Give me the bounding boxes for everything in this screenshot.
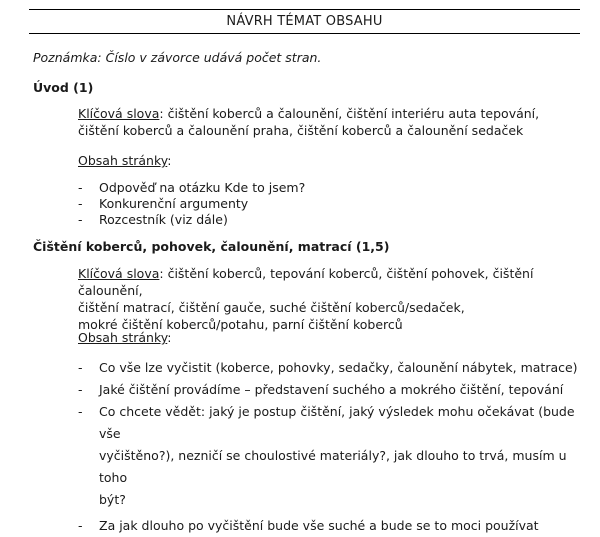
list-item <box>78 196 305 212</box>
list-item <box>78 379 588 401</box>
list-item <box>78 357 588 379</box>
content-list <box>78 180 305 228</box>
content-colon: : <box>167 330 172 345</box>
list-item-continuation <box>78 445 588 489</box>
title-rule-top <box>29 9 580 10</box>
page-title: NÁVRH TÉMAT OBSAHU <box>226 14 383 29</box>
list-dash: - <box>78 180 83 195</box>
section-heading-uvod: Úvod (1) <box>33 80 94 95</box>
keywords-label: Klíčová slova <box>78 106 160 121</box>
note-text: Číslo v závorce udává počet stran. <box>105 50 322 65</box>
list-dash: - <box>78 196 83 211</box>
keywords-label: Klíčová slova <box>78 266 160 281</box>
keywords-line: : čištění koberců, tepování koberců, čištění pohovek, čištění čalounění, <box>78 266 534 298</box>
list-item-text: být? <box>99 492 126 507</box>
list-item-text: Odpověď na otázku Kde to jsem? <box>99 180 306 195</box>
content-list <box>78 357 588 537</box>
title-rule-bottom <box>29 33 580 34</box>
keywords-line: čištění koberců a čalounění praha, čištění koberců a čalounění sedaček <box>78 123 524 138</box>
content-heading <box>78 152 171 169</box>
list-dash: - <box>78 360 83 375</box>
list-dash: - <box>78 212 83 227</box>
note <box>33 50 321 65</box>
list-dash: - <box>78 518 83 533</box>
list-item-continuation <box>78 489 588 511</box>
list-item-text: Co chcete vědět: jaký je postup čištění, jaký výsledek mohu očekávat (bude vše <box>99 404 575 441</box>
list-dash: - <box>78 404 83 419</box>
list-item-text: Co vše lze vyčistit (koberce, pohovky, sedačky, čalounění nábytek, matrace) <box>99 360 578 375</box>
keywords-block <box>78 105 539 139</box>
content-label: Obsah stránky <box>78 153 168 168</box>
keywords-block <box>78 265 600 333</box>
content-heading <box>78 329 171 346</box>
list-item-text: vyčištěno?), nezničí se choulostivé materiály?, jak dlouho to trvá, musím u toho <box>99 448 567 485</box>
list-dash: - <box>78 382 83 397</box>
list-item-text: Jaké čištění provádíme – představení suchého a mokrého čištění, tepování <box>99 382 564 397</box>
list-item <box>78 180 305 196</box>
keywords-line: mokré čištění koberců/potahu, parní čištění koberců <box>78 317 403 332</box>
section-heading-cisteni: Čištění koberců, pohovek, čalounění, matrací (1,5) <box>33 239 390 254</box>
list-item-text: Za jak dlouho po vyčištění bude vše suché a bude se to moci používat <box>99 518 539 533</box>
content-label: Obsah stránky <box>78 330 168 345</box>
list-item <box>78 515 588 537</box>
list-item-text: Konkurenční argumenty <box>99 196 249 211</box>
list-item-text: Rozcestník (viz dále) <box>99 212 228 227</box>
note-label: Poznámka: <box>33 50 102 65</box>
list-item <box>78 212 305 228</box>
content-colon: : <box>167 153 172 168</box>
list-item <box>78 401 588 445</box>
keywords-line: čištění matrací, čištění gauče, suché čištění koberců/sedaček, <box>78 300 465 315</box>
keywords-line: : čištění koberců a čalounění, čištění interiéru auta tepování, <box>159 106 540 121</box>
